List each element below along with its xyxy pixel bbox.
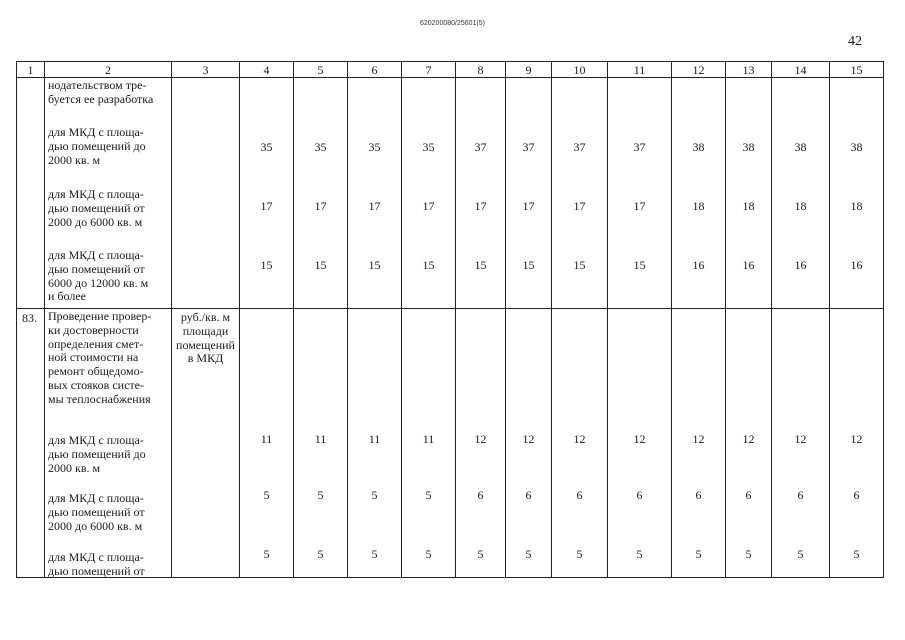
tariff-value: 5 <box>695 547 702 561</box>
tariff-value: 17 <box>422 199 435 213</box>
tariff-value: 15 <box>573 258 586 272</box>
column-number-5: 5 <box>294 62 348 78</box>
tariff-value: 12 <box>850 432 863 446</box>
tariff-value: 5 <box>425 547 432 561</box>
tariff-value: 17 <box>522 199 535 213</box>
column-number-12: 12 <box>672 62 726 78</box>
tariff-table <box>16 61 884 578</box>
description-cell <box>45 78 172 309</box>
column-number-6: 6 <box>348 62 402 78</box>
tariff-value: 17 <box>260 199 273 213</box>
tariff-value: 5 <box>263 488 270 502</box>
tariff-value: 6 <box>477 488 484 502</box>
column-number-7: 7 <box>402 62 456 78</box>
document-id: 620200080/25601(5) <box>419 20 485 27</box>
tariff-value: 11 <box>260 432 273 446</box>
tariff-value: 17 <box>314 199 327 213</box>
unit-of-measure: руб./кв. м площади помещений в МКД <box>176 310 235 366</box>
column-number-2: 2 <box>45 62 172 78</box>
value-column-7 <box>402 78 456 309</box>
tariff-value: 37 <box>573 140 586 154</box>
tariff-value: 15 <box>422 258 435 272</box>
value-column-4 <box>240 78 294 309</box>
row-number-cell <box>17 78 45 309</box>
tariff-value: 11 <box>368 432 381 446</box>
tariff-value: 15 <box>474 258 487 272</box>
tariff-value: 17 <box>368 199 381 213</box>
tariff-value: 12 <box>573 432 586 446</box>
value-column-5 <box>294 309 348 578</box>
tariff-value: 5 <box>797 547 804 561</box>
tariff-value: 38 <box>794 140 807 154</box>
value-column-12 <box>672 309 726 578</box>
page-number: 42 <box>848 34 862 49</box>
value-column-8 <box>456 309 506 578</box>
tariff-value: 16 <box>850 258 863 272</box>
tariff-value: 16 <box>794 258 807 272</box>
tariff-value: 6 <box>695 488 702 502</box>
tariff-value: 11 <box>314 432 327 446</box>
value-column-14 <box>772 78 830 309</box>
tariff-value: 15 <box>633 258 646 272</box>
value-column-15 <box>830 78 884 309</box>
tariff-value: 37 <box>522 140 535 154</box>
value-column-10 <box>552 78 608 309</box>
tariff-value: 5 <box>477 547 484 561</box>
column-number-15: 15 <box>830 62 884 78</box>
tariff-value: 38 <box>742 140 755 154</box>
tariff-value: 5 <box>525 547 532 561</box>
row-number-cell: 83. <box>17 309 45 578</box>
tariff-value: 18 <box>850 199 863 213</box>
tariff-value: 38 <box>850 140 863 154</box>
tariff-value: 5 <box>371 547 378 561</box>
table-row-continued-block <box>17 78 884 309</box>
tariff-value: 17 <box>633 199 646 213</box>
table-row-item-83 <box>17 309 884 578</box>
tariff-value: 17 <box>474 199 487 213</box>
tariff-value: 6 <box>636 488 643 502</box>
tariff-value: 16 <box>742 258 755 272</box>
value-column-12 <box>672 78 726 309</box>
column-number-11: 11 <box>608 62 672 78</box>
tariff-value: 6 <box>853 488 860 502</box>
column-number-header-row <box>17 62 884 78</box>
column-number-4: 4 <box>240 62 294 78</box>
tariff-value: 6 <box>576 488 583 502</box>
tariff-value: 38 <box>692 140 705 154</box>
value-column-11 <box>608 78 672 309</box>
value-column-10 <box>552 309 608 578</box>
tariff-value: 6 <box>525 488 532 502</box>
value-column-13 <box>726 78 772 309</box>
value-column-11 <box>608 309 672 578</box>
value-column-8 <box>456 78 506 309</box>
unit-cell <box>172 309 240 578</box>
value-column-7 <box>402 309 456 578</box>
tariff-value: 12 <box>794 432 807 446</box>
tariff-value: 5 <box>317 488 324 502</box>
tariff-value: 35 <box>314 140 327 154</box>
row-label: для МКД с площа- дью помещений от 2000 до 6000 кв. м <box>48 187 145 229</box>
value-column-15 <box>830 309 884 578</box>
tariff-value: 15 <box>314 258 327 272</box>
item-title: Проведение провер- ки достоверности определения смет- ной стоимости на ремонт общедомо- вых стояков систе- мы теплоснабжения <box>48 309 152 406</box>
tariff-value: 6 <box>745 488 752 502</box>
description-cell <box>45 309 172 578</box>
continued-text: нодательством тре- буется ее разработка <box>48 78 154 106</box>
tariff-value: 35 <box>422 140 435 154</box>
tariff-value: 15 <box>368 258 381 272</box>
tariff-value: 18 <box>794 199 807 213</box>
row-label: для МКД с площа- дью помещений до 2000 кв. м <box>48 125 146 167</box>
row-label: для МКД с площа- дью помещений от 6000 до 12000 кв. м и более <box>48 248 149 304</box>
value-column-13 <box>726 309 772 578</box>
tariff-value: 12 <box>474 432 487 446</box>
tariff-value: 15 <box>260 258 273 272</box>
tariff-value: 37 <box>633 140 646 154</box>
unit-cell <box>172 78 240 309</box>
column-number-10: 10 <box>552 62 608 78</box>
value-column-5 <box>294 78 348 309</box>
tariff-value: 5 <box>317 547 324 561</box>
value-column-9 <box>506 78 552 309</box>
tariff-value: 16 <box>692 258 705 272</box>
row-label: для МКД с площа- дью помещений от <box>48 550 145 578</box>
tariff-value: 18 <box>742 199 755 213</box>
column-number-1: 1 <box>17 62 45 78</box>
tariff-value: 18 <box>692 199 705 213</box>
value-column-6 <box>348 78 402 309</box>
tariff-value: 5 <box>425 488 432 502</box>
tariff-value: 12 <box>633 432 646 446</box>
column-number-9: 9 <box>506 62 552 78</box>
column-number-3: 3 <box>172 62 240 78</box>
tariff-value: 5 <box>263 547 270 561</box>
value-column-9 <box>506 309 552 578</box>
tariff-value: 37 <box>474 140 487 154</box>
value-column-6 <box>348 309 402 578</box>
tariff-value: 11 <box>422 432 435 446</box>
tariff-value: 12 <box>522 432 535 446</box>
tariff-value: 5 <box>853 547 860 561</box>
row-label: для МКД с площа- дью помещений от 2000 до 6000 кв. м <box>48 491 145 533</box>
tariff-value: 15 <box>522 258 535 272</box>
tariff-value: 5 <box>636 547 643 561</box>
tariff-value: 5 <box>745 547 752 561</box>
row-label: для МКД с площа- дью помещений до 2000 кв. м <box>48 433 146 475</box>
column-number-13: 13 <box>726 62 772 78</box>
tariff-value: 35 <box>260 140 273 154</box>
tariff-value: 12 <box>692 432 705 446</box>
tariff-value: 6 <box>797 488 804 502</box>
tariff-value: 5 <box>576 547 583 561</box>
tariff-value: 5 <box>371 488 378 502</box>
value-column-4 <box>240 309 294 578</box>
tariff-value: 35 <box>368 140 381 154</box>
column-number-8: 8 <box>456 62 506 78</box>
tariff-value: 12 <box>742 432 755 446</box>
column-number-14: 14 <box>772 62 830 78</box>
value-column-14 <box>772 309 830 578</box>
tariff-value: 17 <box>573 199 586 213</box>
